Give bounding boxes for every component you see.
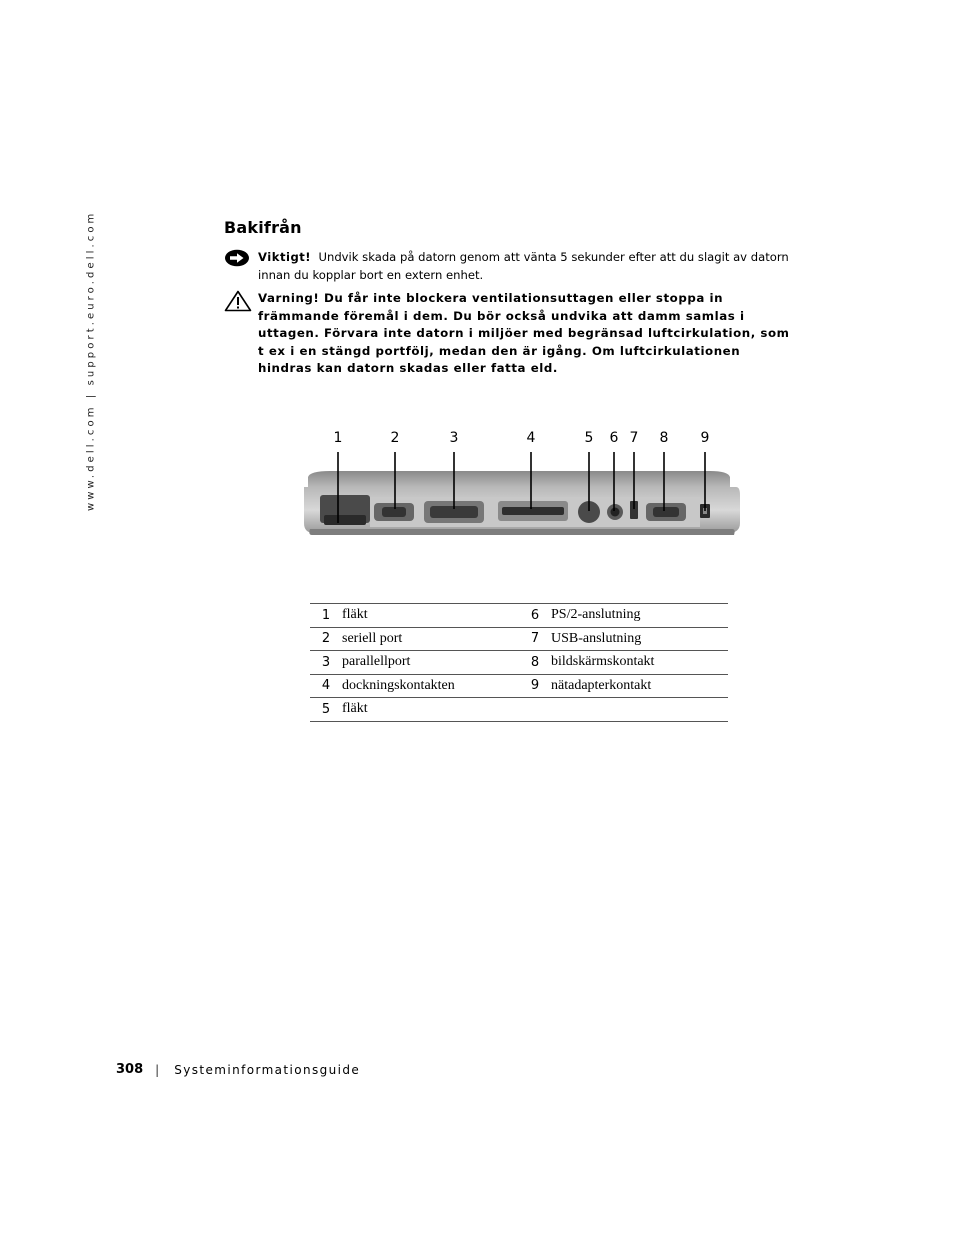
callout-3: 3 (449, 430, 459, 446)
table-row (310, 627, 728, 651)
laptop-back-illustration (300, 425, 740, 550)
callout-9: 9 (700, 430, 710, 446)
sidebar-url: www.dell.com | support.euro.dell.com (85, 210, 97, 512)
guide-title: Systeminformationsguide (174, 1062, 361, 1077)
legend-number: 4 (310, 674, 342, 698)
warning-triangle-icon (224, 290, 252, 312)
legend-description: nätadapterkontakt (551, 674, 728, 698)
page-number: 308 (116, 1062, 144, 1077)
legend-description: PS/2-anslutning (551, 604, 728, 628)
callout-6: 6 (609, 430, 619, 446)
notice-arrow-icon (224, 249, 250, 267)
table-row (310, 698, 728, 722)
legend-description (551, 698, 728, 722)
legend-number: 2 (310, 627, 342, 651)
table-row (310, 651, 728, 675)
legend-description: bildskärmskontakt (551, 651, 728, 675)
legend-number: 1 (310, 604, 342, 628)
notice-important-label: Viktigt! (258, 250, 312, 264)
legend-number: 9 (519, 674, 551, 698)
callout-8: 8 (659, 430, 669, 446)
legend-number: 3 (310, 651, 342, 675)
legend-description: dockningskontakten (342, 674, 519, 698)
legend-table (310, 603, 728, 722)
callout-1: 1 (333, 430, 343, 446)
callout-2: 2 (390, 430, 400, 446)
legend-number: 7 (519, 627, 551, 651)
legend-description: fläkt (342, 698, 519, 722)
legend-number: 5 (310, 698, 342, 722)
notice-warning-text: Varning! Du får inte blockera ventilationsuttagen eller stoppa in främmande föremål i dem. Du bör också undvika att damm samlas i uttagen. Förvara inte datorn i miljöer med begränsad luftcirkulation, som t ex i en stängd portfölj, medan den är igång. Om luftcirkulationen hindras kan datorn skadas eller fatta eld. (258, 291, 790, 375)
legend-number: 8 (519, 651, 551, 675)
page-footer (116, 1062, 360, 1077)
legend-description: seriell port (342, 627, 519, 651)
legend-number (519, 698, 551, 722)
section-title: Bakifrån (224, 218, 302, 237)
callout-5: 5 (584, 430, 594, 446)
notice-important (224, 249, 796, 284)
table-row (310, 604, 728, 628)
footer-separator: | (155, 1062, 160, 1077)
legend-description: parallellport (342, 651, 519, 675)
legend-description: fläkt (342, 604, 519, 628)
laptop-back-view-figure (300, 425, 740, 550)
notice-warning (224, 290, 796, 378)
callout-4: 4 (526, 430, 536, 446)
legend-number: 6 (519, 604, 551, 628)
legend-description: USB-anslutning (551, 627, 728, 651)
table-row (310, 674, 728, 698)
notice-important-text: Undvik skada på datorn genom att vänta 5 sekunder efter att du slagit av datorn innan du kopplar bort en extern enhet. (258, 250, 789, 282)
callout-7: 7 (629, 430, 639, 446)
